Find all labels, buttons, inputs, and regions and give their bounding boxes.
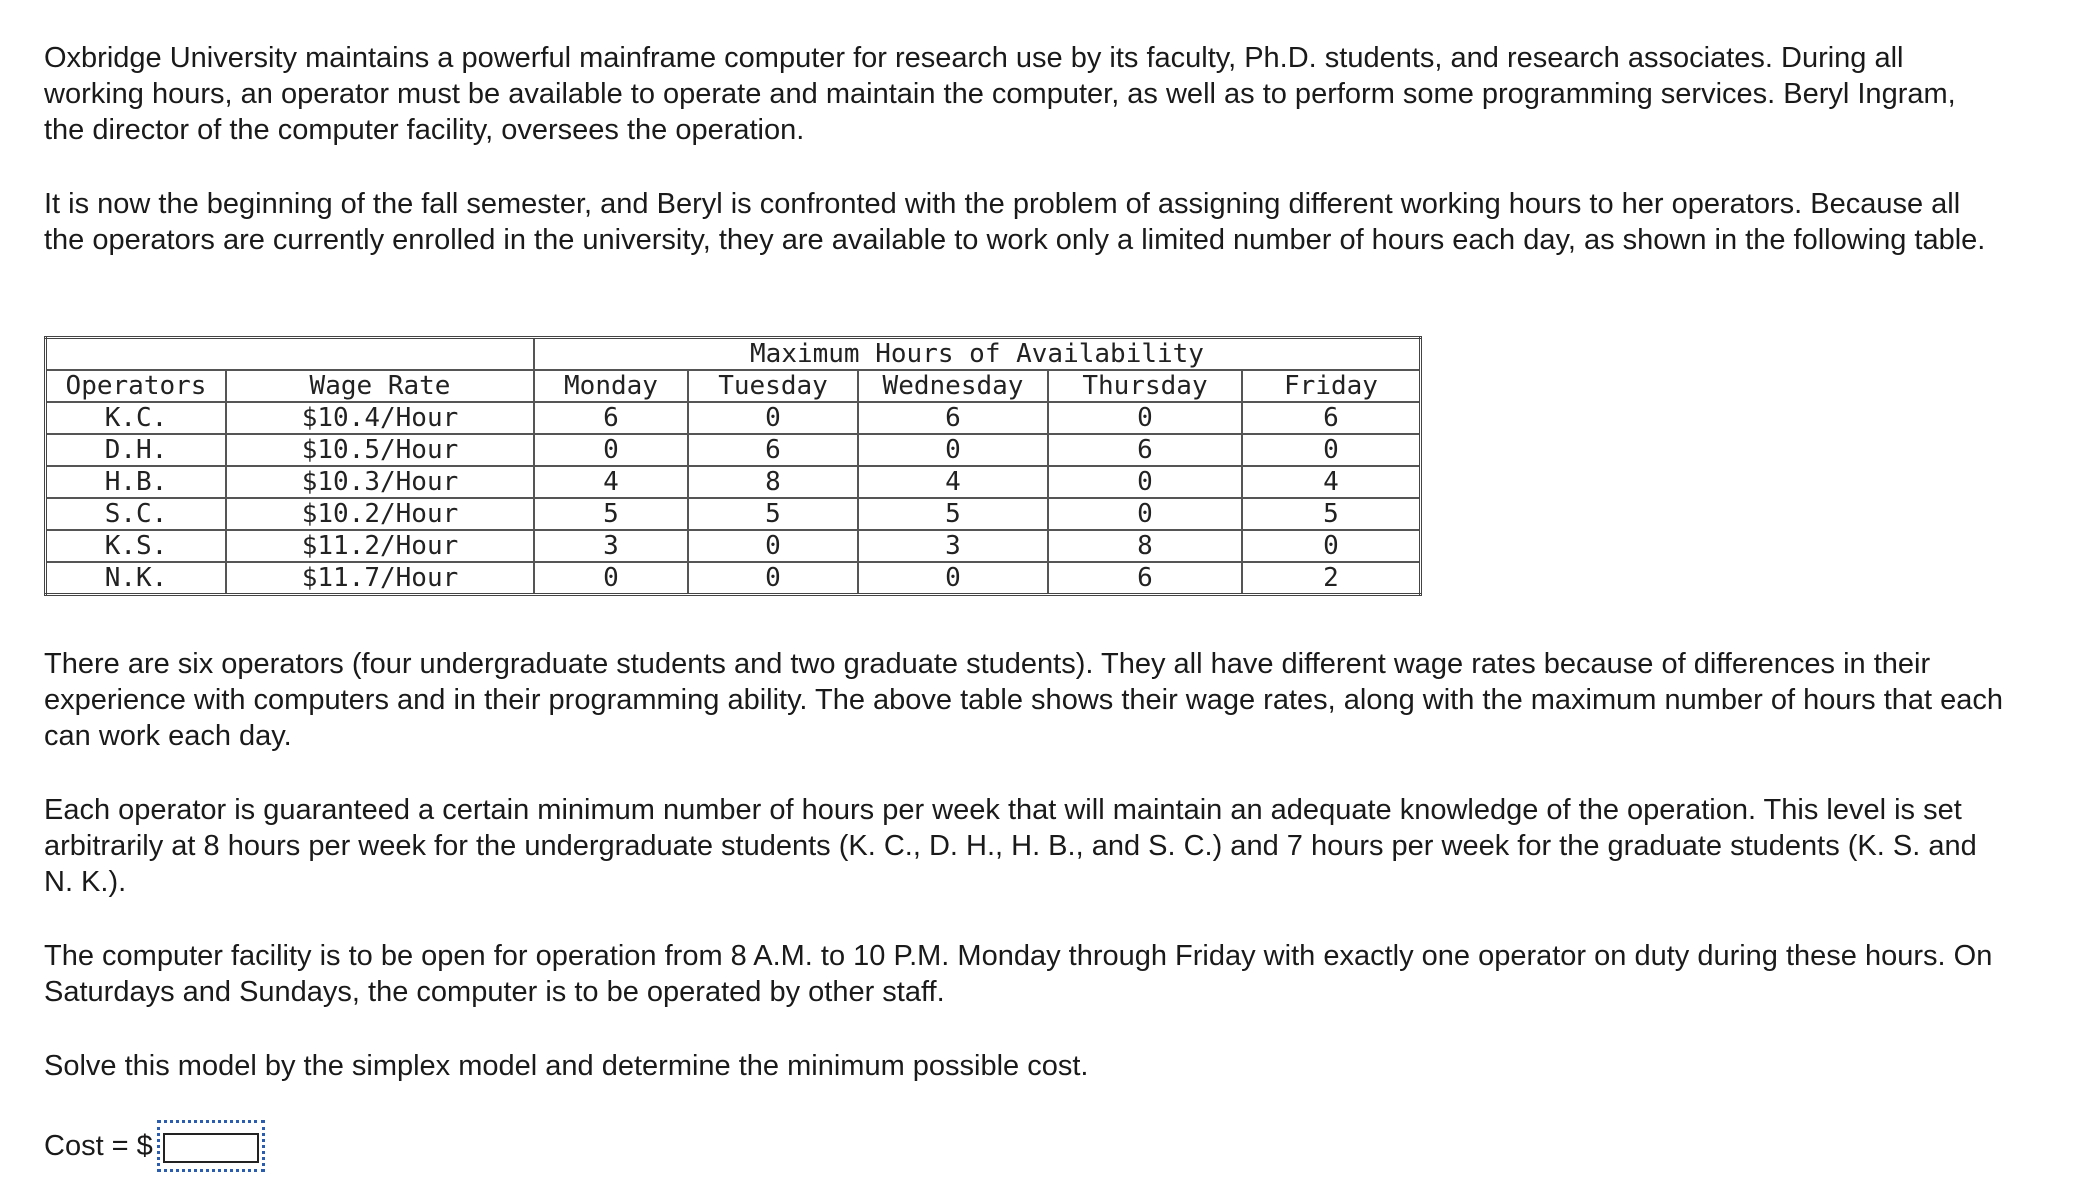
cost-input[interactable] — [163, 1133, 259, 1163]
cost-input-focus-ring — [157, 1120, 265, 1172]
availability-table — [44, 336, 1422, 596]
table-row — [46, 530, 1421, 562]
cell-tuesday: 6 — [688, 434, 858, 466]
header-wage-rate: Wage Rate — [226, 370, 534, 402]
cell-wednesday: 4 — [858, 466, 1048, 498]
cost-label: Cost = $ — [44, 1130, 153, 1162]
cell-wage: $11.7/Hour — [226, 562, 534, 595]
cell-tuesday: 0 — [688, 402, 858, 434]
cell-operator: K.S. — [46, 530, 227, 562]
header-operators: Operators — [46, 370, 227, 402]
cell-tuesday: 0 — [688, 530, 858, 562]
cell-monday: 6 — [534, 402, 688, 434]
cell-monday: 4 — [534, 466, 688, 498]
schedule-paragraph: The computer facility is to be open for operation from 8 A.M. to 10 P.M. Monday through Friday with exactly one operator on duty during these hours. On Saturdays and Sundays, the computer is to be operated by other staff. — [44, 940, 1993, 1008]
cell-wage: $10.4/Hour — [226, 402, 534, 434]
cell-monday: 0 — [534, 562, 688, 595]
cell-friday: 2 — [1242, 562, 1421, 595]
problem-paragraph: It is now the beginning of the fall semester, and Beryl is confronted with the problem of assigning different working hours to her operators. Because all the operators are currently enrolled in the university, they are available to work only a limited number of hours each day, as shown in the following table. — [44, 188, 1986, 256]
cell-friday: 6 — [1242, 402, 1421, 434]
cell-operator: S.C. — [46, 498, 227, 530]
cell-thursday: 0 — [1048, 498, 1242, 530]
cell-tuesday: 0 — [688, 562, 858, 595]
cell-operator: H.B. — [46, 466, 227, 498]
cell-wednesday: 0 — [858, 434, 1048, 466]
table-header-row — [46, 370, 1421, 402]
cell-wednesday: 6 — [858, 402, 1048, 434]
table-row — [46, 498, 1421, 530]
cell-monday: 5 — [534, 498, 688, 530]
cell-friday: 0 — [1242, 434, 1421, 466]
cell-thursday: 6 — [1048, 562, 1242, 595]
cell-wage: $10.5/Hour — [226, 434, 534, 466]
cell-wednesday: 3 — [858, 530, 1048, 562]
header-monday: Monday — [534, 370, 688, 402]
table-row — [46, 434, 1421, 466]
cell-operator: K.C. — [46, 402, 227, 434]
table-blank-header-cell — [46, 338, 535, 371]
cell-thursday: 0 — [1048, 402, 1242, 434]
instruction-paragraph: Solve this model by the simplex model and determine the minimum possible cost. — [44, 1050, 1089, 1082]
table-row — [46, 562, 1421, 595]
table-row — [46, 466, 1421, 498]
cell-operator: D.H. — [46, 434, 227, 466]
cell-friday: 4 — [1242, 466, 1421, 498]
minimum-hours-paragraph: Each operator is guaranteed a certain minimum number of hours per week that will maintain an adequate knowledge of the operation. This level is set arbitrarily at 8 hours per week for the undergraduate students (K. C., D. H., H. B., and S. C.) and 7 hours per week for the graduate students (K. S. and N. K.). — [44, 794, 1977, 898]
table-row — [46, 402, 1421, 434]
header-wednesday: Wednesday — [858, 370, 1048, 402]
cell-operator: N.K. — [46, 562, 227, 595]
cell-monday: 0 — [534, 434, 688, 466]
cell-wage: $11.2/Hour — [226, 530, 534, 562]
cell-wage: $10.2/Hour — [226, 498, 534, 530]
header-friday: Friday — [1242, 370, 1421, 402]
cost-answer-row — [44, 1120, 265, 1172]
header-tuesday: Tuesday — [688, 370, 858, 402]
cell-friday: 0 — [1242, 530, 1421, 562]
cell-wednesday: 0 — [858, 562, 1048, 595]
cell-tuesday: 5 — [688, 498, 858, 530]
availability-table-wrapper — [44, 336, 1422, 596]
cell-friday: 5 — [1242, 498, 1421, 530]
header-thursday: Thursday — [1048, 370, 1242, 402]
cell-thursday: 6 — [1048, 434, 1242, 466]
cell-wage: $10.3/Hour — [226, 466, 534, 498]
cell-thursday: 8 — [1048, 530, 1242, 562]
operators-paragraph: There are six operators (four undergraduate students and two graduate students). They all have different wage rates because of differences in their experience with computers and in their programming ability. The above table shows their wage rates, along with the maximum number of hours that each can work each day. — [44, 648, 2004, 752]
cell-wednesday: 5 — [858, 498, 1048, 530]
table-group-header-row — [46, 338, 1421, 371]
intro-paragraph: Oxbridge University maintains a powerful mainframe computer for research use by its faculty, Ph.D. students, and research associates. During all working hours, an operator must be available to operate and maintain the computer, as well as to perform some programming services. Beryl Ingram, the director of the computer facility, oversees the operation. — [44, 42, 1956, 146]
cell-monday: 3 — [534, 530, 688, 562]
cell-thursday: 0 — [1048, 466, 1242, 498]
max-hours-header: Maximum Hours of Availability — [534, 338, 1421, 371]
cell-tuesday: 8 — [688, 466, 858, 498]
